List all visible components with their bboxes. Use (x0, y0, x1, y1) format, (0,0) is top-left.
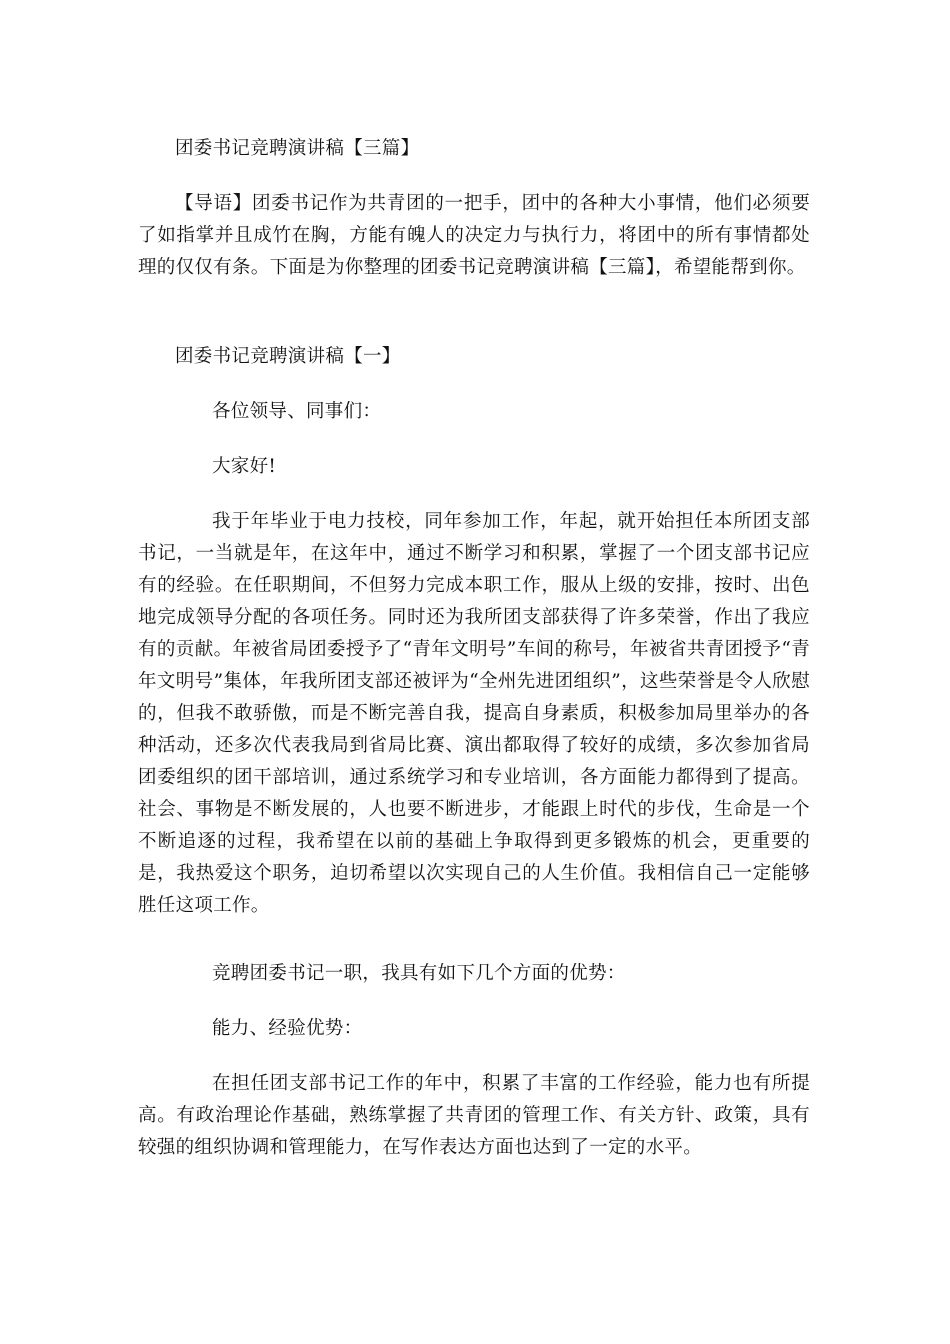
greeting: 大家好! (212, 456, 277, 477)
advantages-intro: 竞聘团委书记一职，我具有如下几个方面的优势： (212, 963, 626, 984)
intro-paragraph: 【导语】团委书记作为共青团的一把手，团中的各种大小事情，他们必须要了如指掌并且成竹在胸，方能有魄人的决定力与执行力，将团中的所有事情都处理的仅仅有条。下面是为你整理的团委书记竞聘演讲稿【三篇】，希望能帮到你。 (138, 193, 810, 278)
advantage-heading: 能力、经验优势： (212, 1018, 363, 1039)
salutation: 各位领导、同事们： (212, 401, 382, 422)
document-title: 团委书记竞聘演讲稿【三篇】 (175, 138, 420, 159)
body-paragraph-experience: 我于年毕业于电力技校，同年参加工作，年起，就开始担任本所团支部书记，一当就是年，在这年中，通过不断学习和积累，掌握了一个团支部书记应有的经验。在任职期间，不但努力完成本职工作，服从上级的安排，按时、出色地完成领导分配的各项任务。同时还为我所团支部获得了许多荣誉，作出了我应有的贡献。年被省局团委授予了“青年文明号”车间的称号，年被省共青团授予“青年文明号”集体，年我所团支部还被评为“全州先进团组织”，这些荣誉是令人欣慰的，但我不敢骄傲，而是不断完善自我，提高自身素质，积极参加局里举办的各种活动，还多次代表我局到省局比赛、演出都取得了较好的成绩，多次参加省局团委组织的团干部培训，通过系统学习和专业培训，各方面能力都得到了提高。社会、事物是不断发展的，人也要不断进步，才能跟上时代的步伐，生命是一个不断追逐的过程，我希望在以前的基础上争取得到更多锻炼的机会，更重要的是，我热爱这个职务，迫切希望以次实现自己的人生价值。我相信自己一定能够胜任这项工作。 (138, 511, 810, 916)
section-title: 团委书记竞聘演讲稿【一】 (175, 346, 401, 367)
advantage-paragraph: 在担任团支部书记工作的年中，积累了丰富的工作经验，能力也有所提高。有政治理论作基础，熟练掌握了共青团的管理工作、有关方针、政策，具有较强的组织协调和管理能力，在写作表达方面也达到了一定的水平。 (138, 1073, 810, 1158)
